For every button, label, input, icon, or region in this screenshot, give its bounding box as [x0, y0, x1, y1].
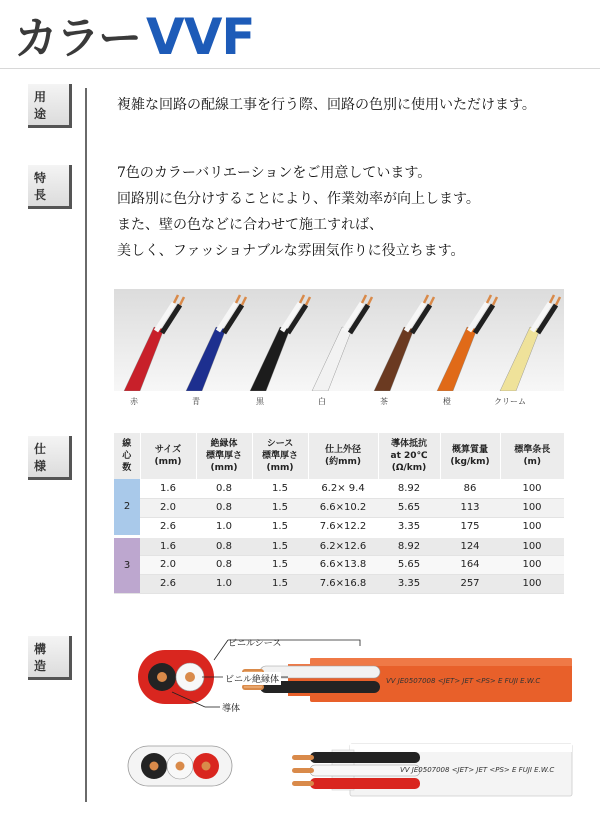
table-cell: 124: [440, 536, 500, 555]
features-line: また、壁の色などに合わせて施工すれば、: [117, 217, 383, 233]
cable-4: [312, 295, 372, 391]
header-insulation: 絶縁体 標準厚さ (mm): [196, 433, 252, 479]
cable-color-photo: [114, 289, 564, 391]
header-size: サイズ (mm): [140, 433, 196, 479]
cable-color-label: 青: [192, 397, 200, 406]
spec-table: [114, 433, 564, 594]
table-cell: 7.6×16.8: [308, 574, 378, 593]
features-line: 美しく、ファッショナブルな雰囲気作りに役立ちます。: [117, 243, 465, 259]
table-cell: 5.65: [378, 498, 440, 517]
table-cell: 1.0: [196, 574, 252, 593]
cable-3: [250, 295, 310, 391]
header-cores: 線 心 数: [114, 433, 140, 479]
cores-cell: 3: [114, 536, 140, 593]
header-mass: 概算質量 (kg/km): [440, 433, 500, 479]
table-cell: 1.5: [252, 574, 308, 593]
sheath-label: ビニルシース: [228, 639, 282, 649]
table-cell: 1.0: [196, 517, 252, 536]
table-cell: 3.35: [378, 574, 440, 593]
table-cell: 257: [440, 574, 500, 593]
cables-illustration: [114, 289, 564, 391]
cable-color-label: 白: [318, 397, 326, 406]
features-label: 特長: [28, 165, 72, 209]
structure-illustration: [110, 630, 580, 800]
table-cell: 0.8: [196, 479, 252, 498]
table-cell: 100: [500, 479, 564, 498]
table-cell: 1.6: [140, 536, 196, 555]
table-cell: 8.92: [378, 536, 440, 555]
cable-color-label: クリーム: [494, 397, 526, 406]
structure-label: 構造: [28, 636, 72, 680]
usage-label: 用途: [28, 84, 72, 128]
header-sheath: シース 標準厚さ (mm): [252, 433, 308, 479]
table-cell: 1.6: [140, 479, 196, 498]
page-title: [14, 2, 255, 66]
header-length: 標準条長 (m): [500, 433, 564, 479]
table-cell: 113: [440, 498, 500, 517]
cable-color-label: 黒: [256, 397, 264, 406]
title-divider: [0, 68, 600, 69]
table-cell: 1.5: [252, 536, 308, 555]
table-cell: 2.6: [140, 517, 196, 536]
table-cell: 100: [500, 555, 564, 574]
table-cell: 1.5: [252, 498, 308, 517]
cable-print-bottom: VV JE0507008 <JET> JET <PS> E FUJI E.W.C: [400, 766, 555, 774]
cable-2: [186, 295, 246, 391]
cable-color-label: 橙: [443, 397, 451, 406]
table-cell: 5.65: [378, 555, 440, 574]
header-resistance: 導体抵抗 at 20℃ (Ω/km): [378, 433, 440, 479]
conductor-label: 導体: [222, 704, 241, 714]
table-cell: 0.8: [196, 555, 252, 574]
table-cell: 3.35: [378, 517, 440, 536]
table-cell: 6.6×13.8: [308, 555, 378, 574]
table-cell: 175: [440, 517, 500, 536]
table-cell: 100: [500, 574, 564, 593]
cable-6: [437, 295, 497, 391]
table-row: [114, 498, 564, 517]
cable-color-labels: [114, 396, 564, 410]
table-row: [114, 574, 564, 593]
cable-5: [374, 295, 434, 391]
table-cell: 6.2×12.6: [308, 536, 378, 555]
insulation-label: ビニル絶縁体: [223, 672, 281, 685]
table-cell: 2.0: [140, 555, 196, 574]
cable-color-label: 赤: [130, 397, 138, 406]
table-cell: 8.92: [378, 479, 440, 498]
section-rule: [85, 88, 87, 802]
cable-print-top: VV JE0507008 <JET> JET <PS> E FUJI E.W.C: [386, 677, 541, 685]
cores-cell: 2: [114, 479, 140, 536]
table-cell: 100: [500, 498, 564, 517]
table-cell: 2.0: [140, 498, 196, 517]
cable-1: [124, 295, 184, 391]
table-row: [114, 555, 564, 574]
features-line: 7色のカラーバリエーションをご用意しています。: [117, 165, 432, 181]
header-outer-diameter: 仕上外径 (約mm): [308, 433, 378, 479]
cable-7: [500, 295, 560, 391]
table-cell: 6.6×10.2: [308, 498, 378, 517]
features-line: 回路別に色分けすることにより、作業効率が向上します。: [117, 191, 480, 207]
table-cell: 164: [440, 555, 500, 574]
table-cell: 1.5: [252, 555, 308, 574]
table-cell: 2.6: [140, 574, 196, 593]
table-cell: 100: [500, 517, 564, 536]
title-latin: VVF: [146, 8, 255, 66]
table-cell: 0.8: [196, 498, 252, 517]
table-header-row: [114, 433, 564, 479]
title-kana: カラー: [14, 13, 140, 64]
usage-text: 複雑な回路の配線工事を行う際、回路の色別に使用いただけます。: [117, 97, 536, 113]
features-text: [117, 160, 480, 264]
table-row: [114, 479, 564, 498]
cable-color-label: 茶: [380, 397, 388, 406]
structure-diagram: [110, 630, 580, 800]
table-row: [114, 517, 564, 536]
table-cell: 86: [440, 479, 500, 498]
table-cell: 0.8: [196, 536, 252, 555]
table-row: [114, 536, 564, 555]
spec-label: 仕様: [28, 436, 72, 480]
table-cell: 7.6×12.2: [308, 517, 378, 536]
table-cell: 100: [500, 536, 564, 555]
table-cell: 1.5: [252, 479, 308, 498]
table-cell: 6.2× 9.4: [308, 479, 378, 498]
table-cell: 1.5: [252, 517, 308, 536]
